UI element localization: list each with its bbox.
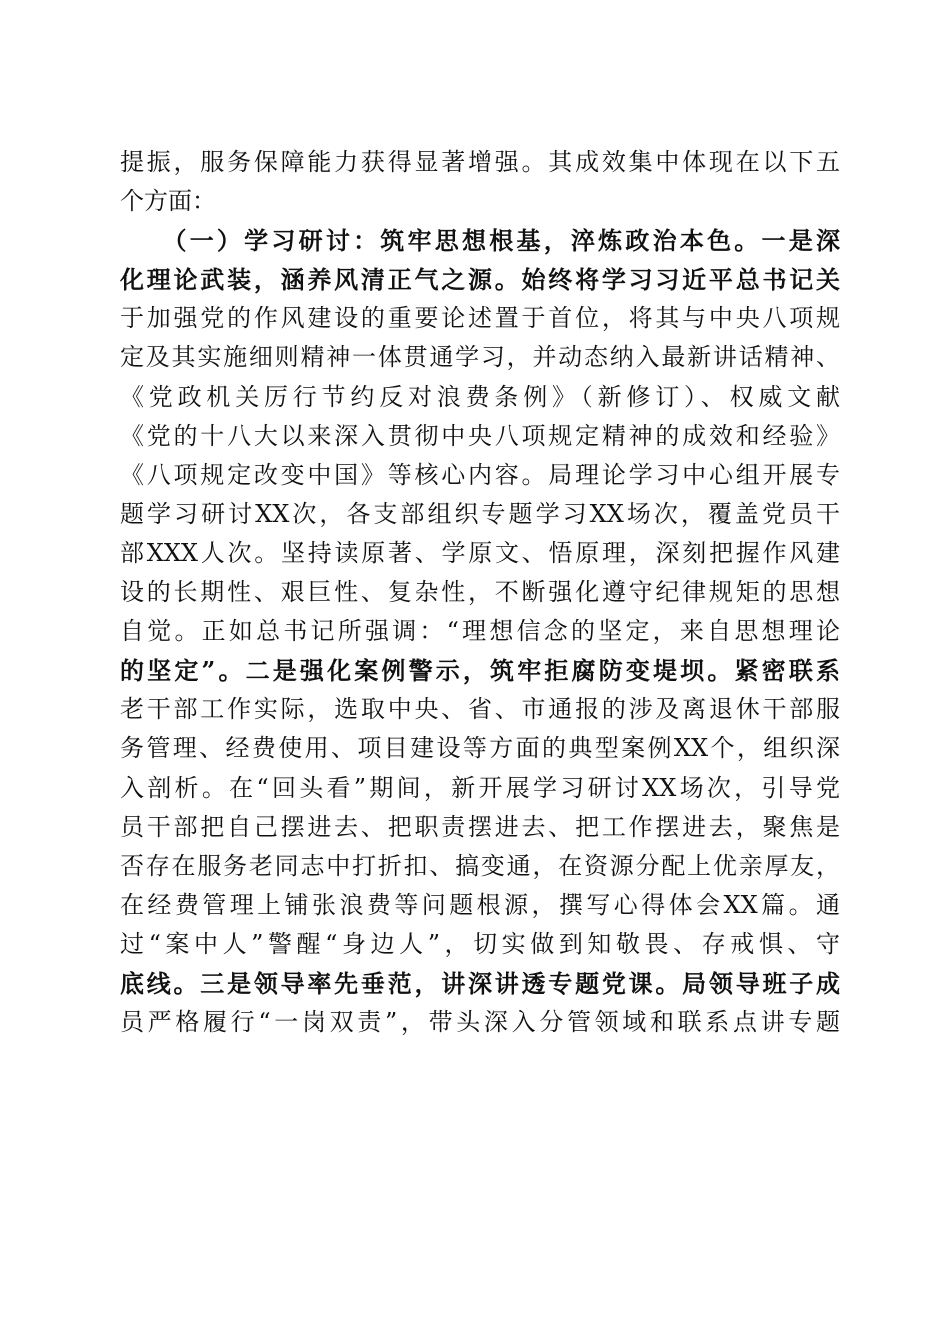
- section-heading-line: （一）学习研讨：筑牢思想根基，淬炼政治本色。一是深: [120, 226, 840, 256]
- text-line: 个方面：: [120, 187, 216, 216]
- body-text: [120, 143, 840, 1042]
- text-line: 老干部工作实际，选取中央、省、市通报的涉及离退休干部服: [120, 695, 840, 724]
- text-line: 定及其实施细则精神一体贯通学习，并动态纳入最新讲话精神、: [120, 343, 840, 372]
- text-line: 自觉。正如总书记所强调：“理想信念的坚定，来自思想理论: [120, 617, 840, 646]
- text-line: 在经费管理上铺张浪费等问题根源，撰写心得体会XX篇。通: [120, 890, 840, 919]
- text-line: 《党政机关厉行节约反对浪费条例》（新修订）、权威文献: [120, 382, 840, 411]
- text-line: 员严格履行“一岗双责”，带头深入分管领域和联系点讲专题: [120, 1008, 840, 1037]
- text-line: 化理论武装，涵养风清正气之源。始终将学习习近平总书记关: [120, 265, 840, 295]
- text-line: 否存在服务老同志中打折扣、搞变通，在资源分配上优亲厚友，: [120, 851, 840, 880]
- text-line: 员干部把自己摆进去、把职责摆进去、把工作摆进去，聚焦是: [120, 812, 840, 841]
- text-line: 题学习研讨XX次，各支部组织专题学习XX场次，覆盖党员干: [120, 499, 840, 528]
- text-line: 入剖析。在“回头看”期间，新开展学习研讨XX场次，引导党: [120, 773, 840, 802]
- text-line: 提振，服务保障能力获得显著增强。其成效集中体现在以下五: [120, 148, 840, 176]
- text-line: 《党的十八大以来深入贯彻中央八项规定精神的成效和经验》: [120, 421, 840, 450]
- text-line: 设的长期性、艰巨性、复杂性，不断强化遵守纪律规矩的思想: [120, 578, 840, 607]
- text-line: 部XXX人次。坚持读原著、学原文、悟原理，深刻把握作风建: [120, 538, 840, 567]
- text-line: 底线。三是领导率先垂范，讲深讲透专题党课。局领导班子成: [120, 968, 840, 998]
- text-line: 务管理、经费使用、项目建设等方面的典型案例XX个，组织深: [120, 734, 840, 763]
- text-line: 的坚定”。二是强化案例警示，筑牢拒腐防变堤坝。紧密联系: [120, 656, 840, 686]
- text-line: 《八项规定改变中国》等核心内容。局理论学习中心组开展专: [120, 460, 840, 489]
- text-line: 过“案中人”警醒“身边人”，切实做到知敬畏、存戒惧、守: [120, 929, 840, 958]
- text-line: 于加强党的作风建设的重要论述置于首位，将其与中央八项规: [120, 304, 840, 333]
